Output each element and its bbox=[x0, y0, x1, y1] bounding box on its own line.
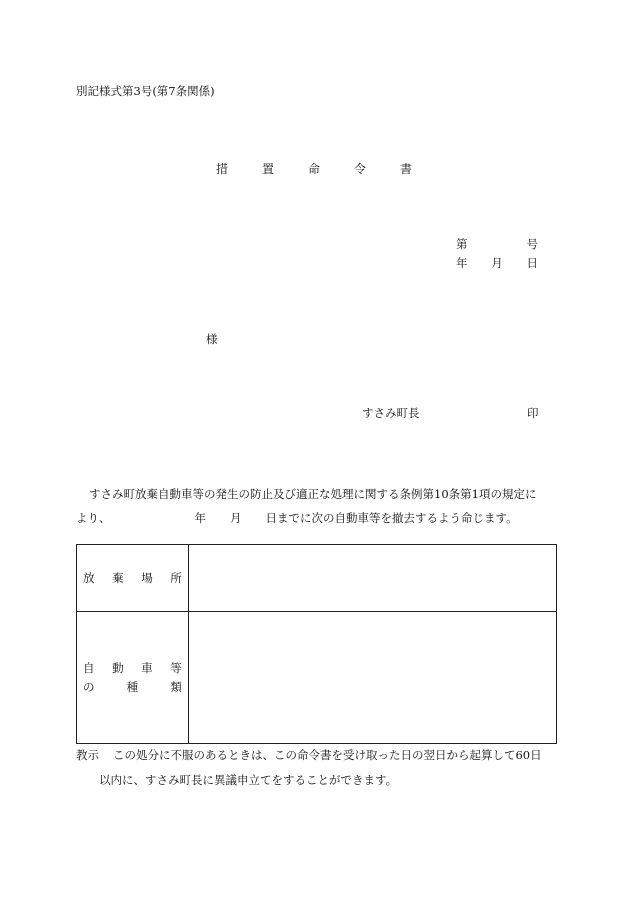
title-char: 措 bbox=[216, 162, 229, 176]
notice-heading: 教示 bbox=[76, 748, 99, 762]
label-char: 類 bbox=[170, 679, 182, 694]
title-char: 置 bbox=[261, 162, 274, 176]
label-char: 棄 bbox=[112, 570, 124, 585]
title-char: 令 bbox=[353, 162, 366, 176]
table-row-vehicle-type bbox=[77, 612, 557, 744]
notice-line-1 bbox=[76, 747, 542, 763]
label-char: の bbox=[83, 679, 95, 694]
number-suffix: 号 bbox=[526, 237, 538, 251]
document-number-line bbox=[456, 236, 538, 252]
document-title bbox=[216, 160, 412, 177]
body-year: 年 bbox=[194, 511, 206, 525]
table-row-location bbox=[77, 545, 557, 612]
date-month: 月 bbox=[491, 256, 503, 270]
label-char: 車 bbox=[141, 660, 153, 675]
body-line-2-rest: 日までに次の自動車等を撤去するよう命じます。 bbox=[265, 511, 518, 525]
date-year: 年 bbox=[456, 256, 468, 270]
number-prefix: 第 bbox=[456, 237, 468, 251]
label-char: 放 bbox=[83, 570, 95, 585]
vehicle-info-table bbox=[76, 544, 557, 744]
label-char: 所 bbox=[170, 570, 182, 585]
date-day: 日 bbox=[526, 256, 538, 270]
notice-text-1: この処分に不服のあるときは、この命令書を受け取った日の翌日から起算して60日 bbox=[113, 748, 542, 762]
issuer-name: すさみ町長 bbox=[362, 406, 420, 420]
title-char: 書 bbox=[399, 162, 412, 176]
title-char: 命 bbox=[307, 162, 320, 176]
notice-line-2: 以内に、すさみ町長に異議申立てをすることができます。 bbox=[99, 773, 398, 787]
label-char: 種 bbox=[126, 679, 139, 694]
body-line-2 bbox=[76, 510, 518, 526]
body-line-1: すさみ町放棄自動車等の発生の防止及び適正な処理に関する条例第10条第1項の規定に bbox=[89, 487, 537, 501]
label-char: 場 bbox=[141, 570, 153, 585]
body-month: 月 bbox=[230, 511, 242, 525]
form-label: 別記様式第3号(第7条関係) bbox=[76, 84, 215, 98]
seal-mark: 印 bbox=[527, 406, 539, 420]
document-date-line bbox=[456, 255, 538, 271]
vehicle-type-label-cell bbox=[77, 612, 189, 744]
location-label-cell bbox=[77, 545, 189, 612]
location-value-cell[interactable] bbox=[188, 545, 556, 612]
body-line-2-start: より、 bbox=[76, 511, 111, 525]
label-char: 自 bbox=[83, 660, 95, 675]
label-char: 等 bbox=[170, 660, 182, 675]
label-char: 動 bbox=[112, 660, 124, 675]
vehicle-type-value-cell[interactable] bbox=[188, 612, 556, 744]
addressee-suffix: 様 bbox=[206, 332, 218, 346]
